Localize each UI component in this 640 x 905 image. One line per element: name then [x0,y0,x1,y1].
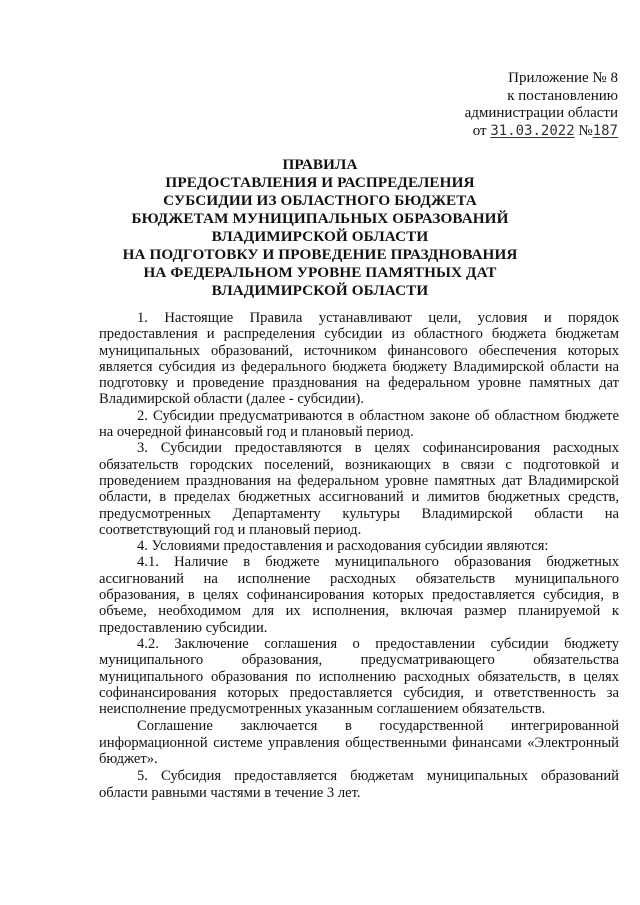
paragraph-1: 1. Настоящие Правила устанавливают цели, условия и порядок предоставления и распределения субсидии из областного бюджета бюджетам муниципальных образований, источником финансового обеспечения которых является субсидия из федерального бюджета бюджету Владимирской области на подготовку и проведение празднования на федеральном уровне памятных дат Владимирской области (далее - субсидии). [99,310,619,408]
number-prefix: № [578,122,593,139]
handwritten-date: 31.03.2022 [490,122,575,139]
paragraph-3: 3. Субсидии предоставляются в целях софинансирования расходных обязательств городских поселений, возникающих в связи с подготовкой и проведением празднования на федеральном уровне памятных дат Владимирской области, в пределах бюджетных ассигнований и лимитов бюджетных средств, предусмотренных Департаменту культуры Владимирской области на соответствующий год и плановый период. [99,440,619,538]
appendix-authority: администрации области [464,105,618,121]
title-line: ВЛАДИМИРСКОЙ ОБЛАСТИ [211,228,429,245]
title-line: СУБСИДИИ ИЗ ОБЛАСТНОГО БЮДЖЕТА [163,192,477,209]
date-prefix: от [472,122,487,139]
appendix-date-line [473,123,618,141]
paragraph-5: 5. Субсидия предоставляется бюджетам муниципальных образований области равными частями в течение 3 лет. [99,768,619,801]
document-title [0,156,640,300]
paragraph-4-2: 4.2. Заключение соглашения о предоставлении субсидии бюджету муниципального образования, предусматривающего обязательства муниципального образования по исполнению расходных обязательств, в целях софинансирования которых предоставляется субсидия, и ответственность за неисполнение предусмотренных указанным соглашением обязательств. [99,635,619,718]
paragraph-4-1: 4.1. Наличие в бюджете муниципального образования бюджетных ассигнований на исполнение расходных обязательств муниципального образования, в целях софинансирования которых предоставляется субсидия, в объеме, необходимом для их исполнения, включая размер планируемой к предоставлению субсидии. [99,554,619,636]
document-body [99,310,619,801]
title-line: НА ПОДГОТОВКУ И ПРОВЕДЕНИЕ ПРАЗДНОВАНИЯ [122,246,518,263]
title-line: ВЛАДИМИРСКОЙ ОБЛАСТИ [211,282,429,299]
title-line: БЮДЖЕТАМ МУНИЦИПАЛЬНЫХ ОБРАЗОВАНИЙ [131,210,509,227]
paragraph-2: 2. Субсидии предусматриваются в областном законе об областном бюджете на очередной финансовый год и плановый период. [99,407,619,441]
title-line: ПРЕДОСТАВЛЕНИЯ И РАСПРЕДЕЛЕНИЯ [165,174,475,191]
appendix-header [465,70,618,140]
appendix-resolution-ref: к постановлению [507,87,618,104]
appendix-number: Приложение № 8 [508,70,618,86]
handwritten-number: 187 [592,122,618,139]
paragraph-4: 4. Условиями предоставления и расходования субсидии являются: [137,538,549,555]
title-line: НА ФЕДЕРАЛЬНОМ УРОВНЕ ПАМЯТНЫХ ДАТ [143,264,497,281]
paragraph-agreement-system: Соглашение заключается в государственной интегрированной информационной системе управления общественными финансами «Электронный бюджет». [99,718,619,768]
title-line: ПРАВИЛА [282,156,358,173]
